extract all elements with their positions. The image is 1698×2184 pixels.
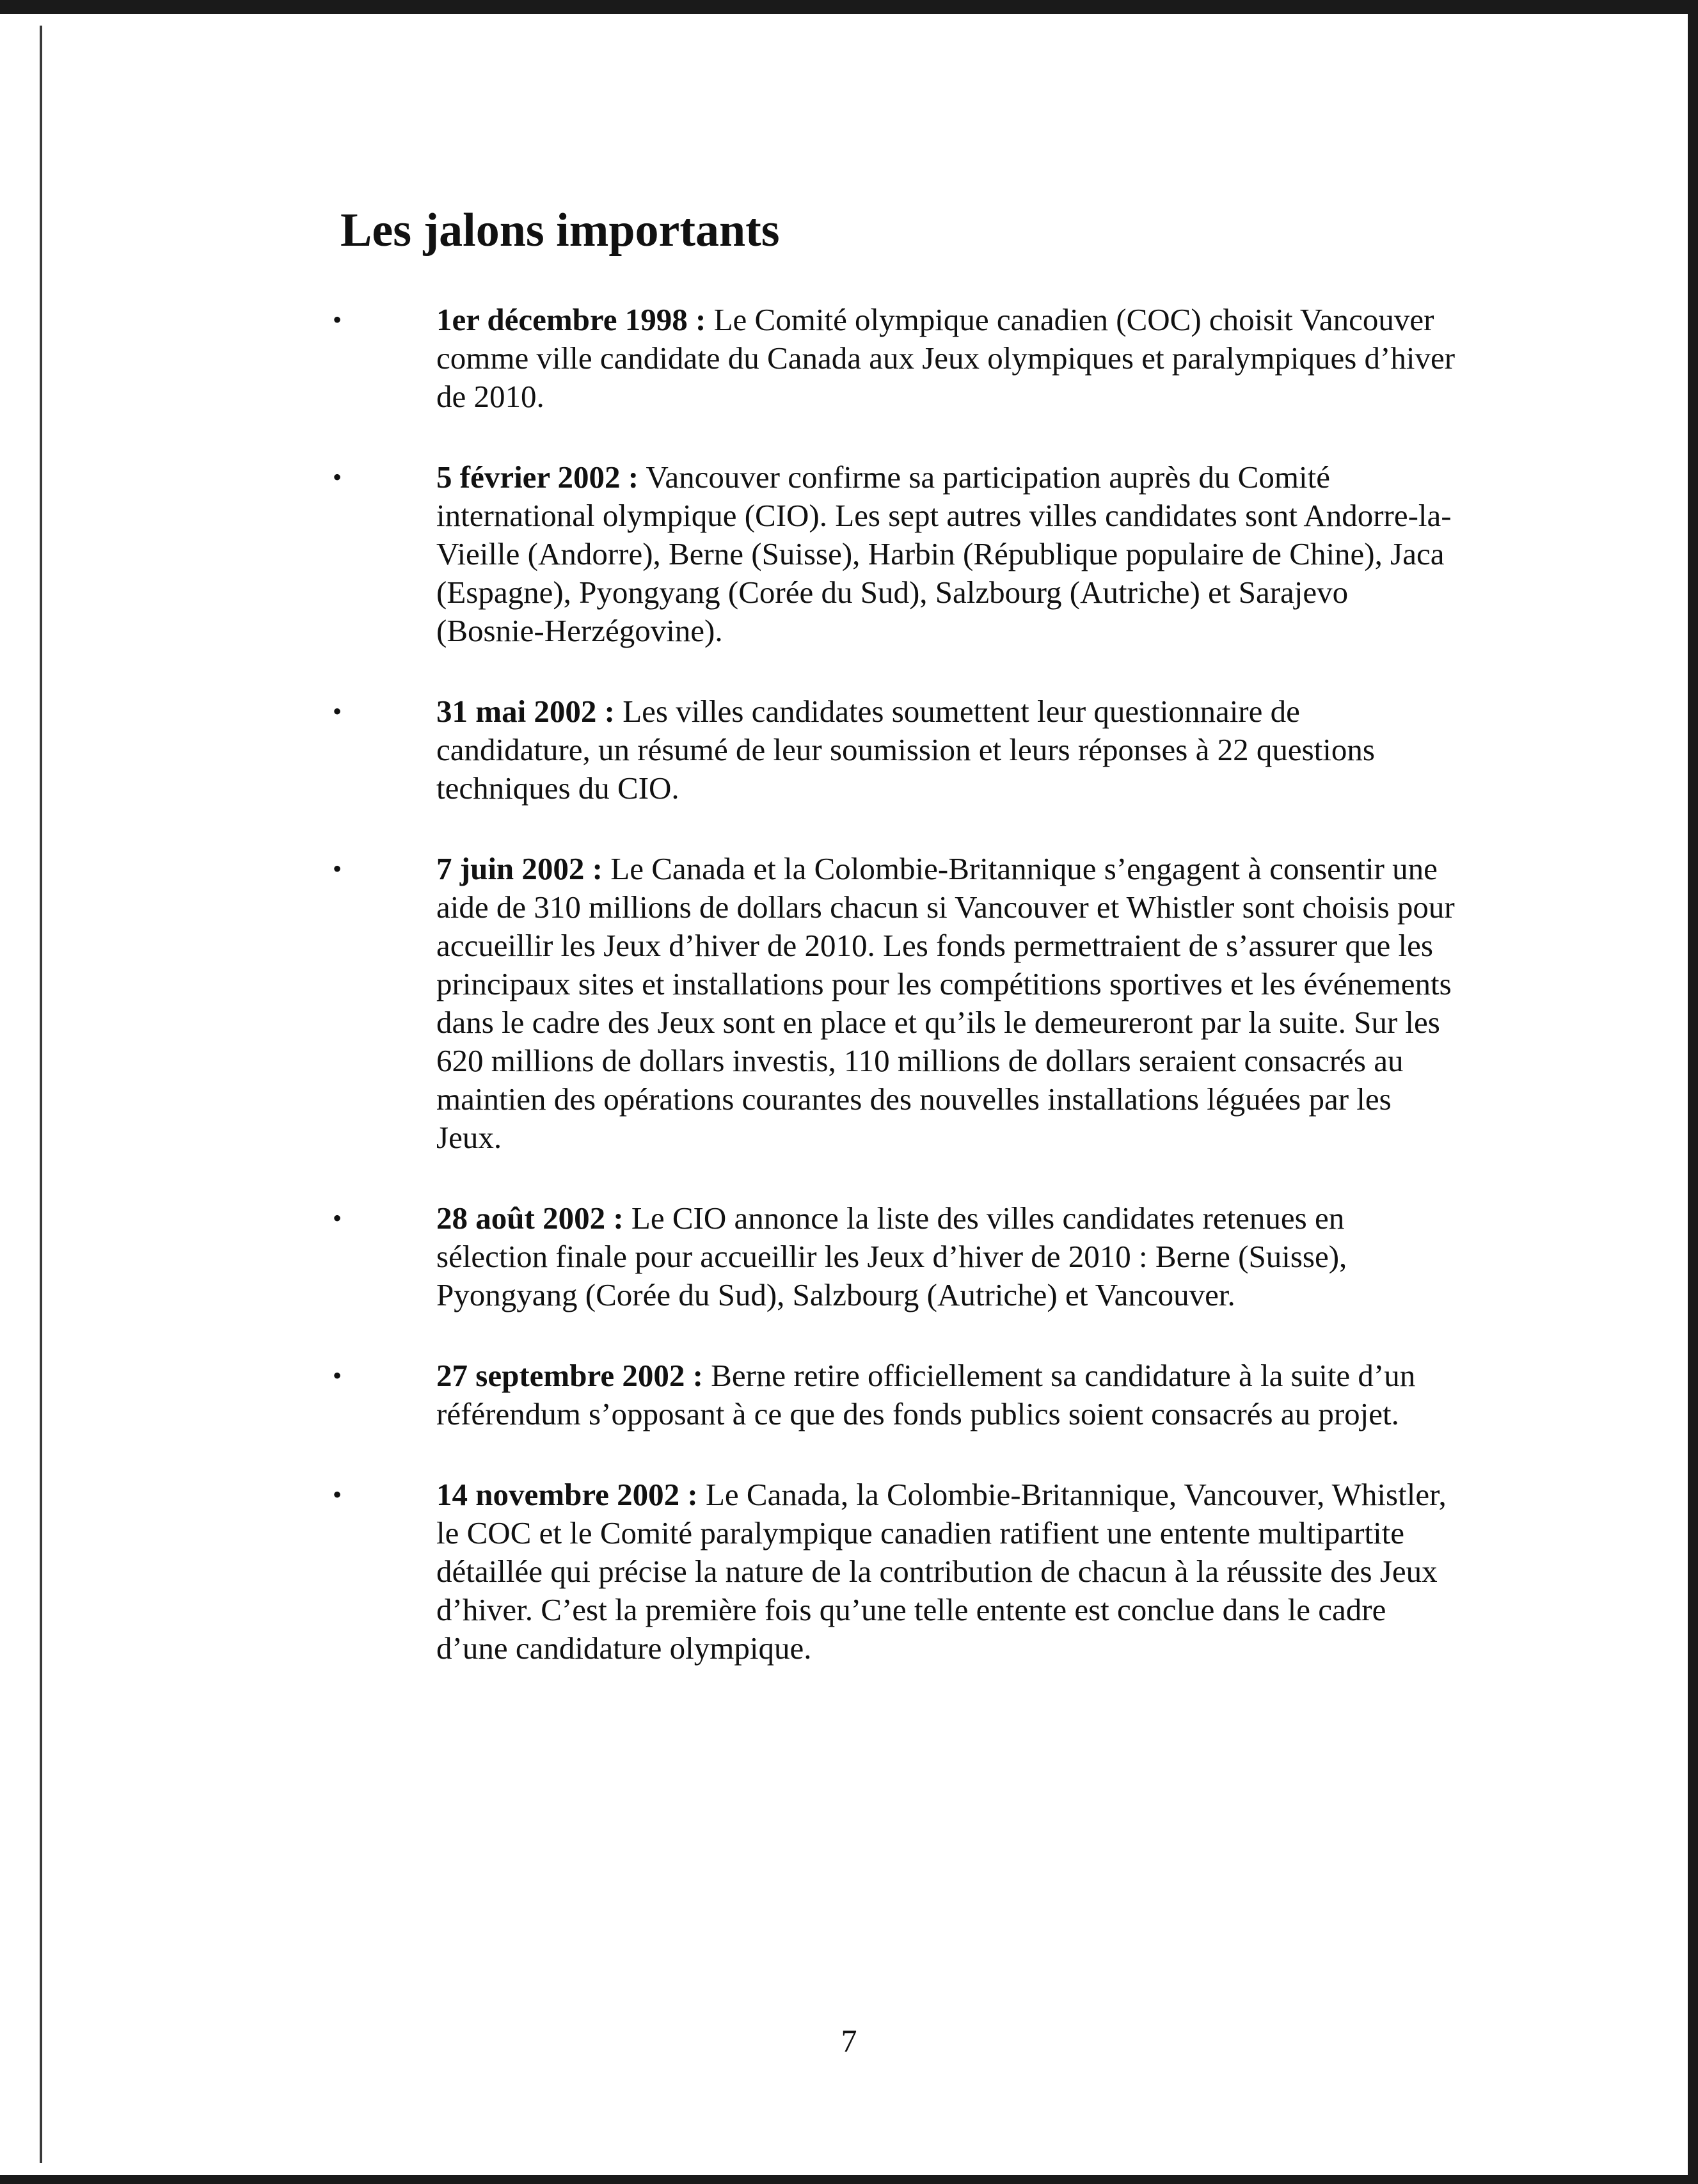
milestone-date: 27 septembre 2002 : [436, 1358, 703, 1393]
scan-border-left [40, 26, 42, 2163]
milestone-item [333, 1199, 1459, 1314]
bullet-icon: • [333, 1361, 342, 1390]
milestone-item [333, 850, 1459, 1157]
bullet-icon: • [333, 463, 342, 491]
bullet-icon: • [333, 1480, 342, 1509]
milestone-text: Le CIO annonce la liste des villes candidates retenues en sélection finale pour accueillir les Jeux d’hiver de 2010 : Berne (Suisse), Pyongyang (Corée du Sud), Salzbourg (Autriche) et Vancouver. [436, 1200, 1347, 1312]
bullet-icon: • [333, 305, 342, 334]
scan-border-bottom [0, 2175, 1698, 2184]
milestone-date: 1er décembre 1998 : [436, 302, 706, 337]
page-number: 7 [841, 2023, 857, 2059]
milestone-date: 31 mai 2002 : [436, 694, 615, 729]
bullet-icon: • [333, 1204, 342, 1232]
scan-border-top [0, 0, 1698, 14]
milestone-item [333, 692, 1459, 808]
milestone-date: 5 février 2002 : [436, 459, 639, 495]
milestone-date: 14 novembre 2002 : [436, 1477, 698, 1512]
bullet-icon: • [333, 854, 342, 883]
milestone-item [333, 1476, 1459, 1668]
scan-border-right [1688, 0, 1698, 2184]
milestone-text: Vancouver confirme sa participation auprès du Comité international olympique (CIO). Les sept autres villes candidates sont Andorre-la-Vieille (Andorre), Berne (Suisse), Harbin (République populaire de Chine), Jaca (Espagne), Pyongyang (Corée du Sud), Salzbourg (Autriche) et Sarajevo (Bosnie-Herzégovine). [436, 459, 1452, 648]
milestone-item [333, 301, 1459, 416]
milestone-list [333, 301, 1459, 1710]
milestone-text: Le Comité olympique canadien (COC) choisit Vancouver comme ville candidate du Canada aux Jeux olympiques et paralympiques d’hiver de 2010. [436, 302, 1456, 414]
page-title: Les jalons importants [340, 204, 780, 257]
milestone-text: Berne retire officiellement sa candidature à la suite d’un référendum s’opposant à ce que des fonds publics soient consacrés au projet. [436, 1358, 1416, 1431]
milestone-text: Les villes candidates soumettent leur questionnaire de candidature, un résumé de leur soumission et leurs réponses à 22 questions techniques du CIO. [436, 694, 1375, 806]
milestone-item [333, 458, 1459, 650]
milestone-date: 7 juin 2002 : [436, 851, 603, 886]
milestone-text: Le Canada, la Colombie-Britannique, Vancouver, Whistler, le COC et le Comité paralympique canadien ratifient une entente multipartite détaillée qui précise la nature de la contribution de chacun à la réussite des Jeux d’hiver. C’est la première fois qu’une telle entente est conclue dans le cadre d’une candidature olympique. [436, 1477, 1447, 1666]
bullet-icon: • [333, 697, 342, 726]
milestone-text: Le Canada et la Colombie-Britannique s’engagent à consentir une aide de 310 millions de dollars chacun si Vancouver et Whistler sont choisis pour accueillir les Jeux d’hiver de 2010. Les fonds permettraient de s’assurer que les principaux sites et installations pour les compétitions sportives et les événements dans le cadre des Jeux sont en place et qu’ils le demeureront par la suite. Sur les 620 millions de dollars investis, 110 millions de dollars seraient consacrés au maintien des opérations courantes des nouvelles installations léguées par les Jeux. [436, 851, 1455, 1155]
milestone-item [333, 1357, 1459, 1433]
milestone-date: 28 août 2002 : [436, 1200, 624, 1236]
